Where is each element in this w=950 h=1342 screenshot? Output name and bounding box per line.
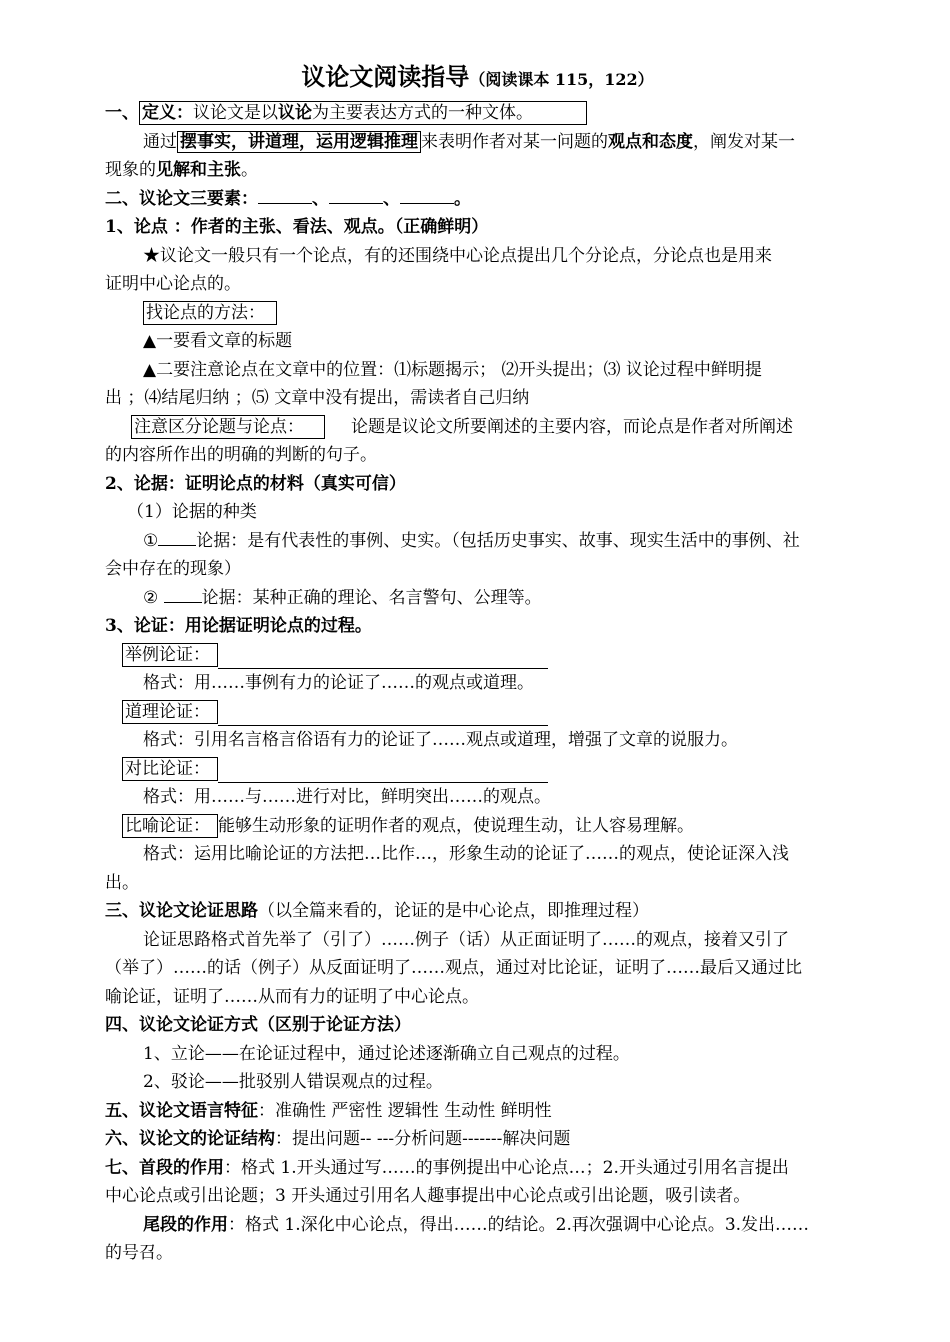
section-1-paragraph-line-1 — [105, 128, 850, 157]
fill-blank-4[interactable] — [158, 545, 196, 546]
section-text: ：格式 1.开头通过写……的事例提出中心论点…；2.开头通过引用名言提出 — [224, 1157, 789, 1178]
method-1-format: 格式：用……事例有力的论证了……的观点或道理。 — [143, 673, 534, 693]
method-4-text: 能够生动形象的证明作者的观点，使说理生动，让人容易理解。 — [218, 815, 694, 836]
note-text: 论题是议论文所要阐述的主要内容，而论点是作者对所阐述 — [351, 416, 793, 437]
heading-text: 七、首段的作用 — [105, 1157, 224, 1178]
heading-text: 尾段的作用 — [143, 1214, 228, 1235]
fill-blank-2[interactable] — [329, 202, 383, 204]
triangle-item-2-line-2: 出 ；⑷结尾归纳 ；⑸ 文章中没有提出，需读者自己归纳 — [105, 388, 530, 408]
section-7-end-line-2: 的号召。 — [105, 1243, 173, 1263]
triangle-item-2-line-1: ▲二要注意论点在文章中的位置：⑴标题揭示； ⑵开头提出；⑶ 议论过程中鲜明提 — [143, 359, 762, 380]
separator: 、 — [312, 188, 329, 209]
triangle-item-1: ▲一要看文章的标题 — [143, 331, 293, 351]
method-2-format: 格式：引用名言格言俗语有力的论证了……观点或道理，增强了文章的说服力。 — [143, 730, 738, 750]
method-1-label: 举例论证： — [122, 643, 218, 667]
note-label: 注意区分论题与论点： — [131, 415, 325, 439]
para-text: 通过 — [143, 131, 177, 152]
heading-text: 二、议论文三要素： — [105, 188, 258, 209]
method-3-label: 对比论证： — [122, 757, 218, 781]
section-6 — [105, 1125, 850, 1154]
method-3-row — [105, 755, 850, 784]
method-1-row — [105, 641, 850, 670]
item-marker: ① — [143, 530, 159, 551]
lunju-item-2 — [105, 584, 850, 613]
section-4-item-2: 2、驳论——批驳别人错误观点的过程。 — [143, 1072, 443, 1092]
heading-text: 五、议论文语言特征 — [105, 1100, 258, 1121]
method-label: 找论点的方法： — [143, 301, 277, 325]
methods-box: 摆事实，讲道理，运用逻辑推理 — [177, 131, 421, 153]
method-3-answer-line[interactable] — [218, 762, 548, 783]
title-subtitle: （阅读课本 115，122） — [469, 70, 654, 89]
definition-box — [139, 101, 587, 125]
section-5 — [105, 1097, 850, 1126]
item-marker: ② — [143, 587, 159, 608]
document-title — [105, 60, 850, 97]
method-1-answer-line[interactable] — [218, 648, 548, 669]
heading-text: 三、议论文论证思路 — [105, 901, 258, 921]
definition-text-bold: 议论 — [278, 103, 312, 123]
note-line-2: 的内容所作出的明确的判断的句子。 — [105, 445, 377, 465]
section-text: ：格式 1.深化中心论点，得出……的结论。2.再次强调中心论点。3.发出…… — [228, 1214, 810, 1235]
section-text: ：准确性 严密性 逻辑性 生动性 鲜明性 — [258, 1100, 552, 1121]
fill-blank-3[interactable] — [400, 202, 454, 204]
section-4-item-1: 1、立论——在论证过程中，通过论述逐渐确立自己观点的过程。 — [143, 1043, 630, 1064]
section-1-number: 一、 — [105, 103, 139, 123]
item-text: 论据：某种正确的理论、名言警句、公理等。 — [201, 587, 542, 608]
section-1-definition — [105, 99, 850, 128]
section-text: ：提出问题-- ---分析问题-------解决问题 — [275, 1129, 571, 1149]
lunju-kind: （1）论据的种类 — [127, 502, 257, 522]
lunju-item-1-line-2: 会中存在的现象） — [105, 559, 241, 579]
section-3-line-3: 喻论证，证明了……从而有力的证明了中心论点。 — [105, 986, 479, 1007]
section-1-paragraph-line-2 — [105, 156, 850, 185]
definition-text-c: 为主要表达方式的一种文体。 — [312, 103, 533, 123]
method-2-row — [105, 698, 850, 727]
item-text: 论据：是有代表性的事例、史实。（包括历史事实、故事、现实生活中的事例、社 — [196, 530, 800, 551]
star-note-line-2: 证明中心论点的。 — [105, 274, 241, 294]
method-4-row — [105, 812, 850, 841]
lundian-title: 1、论点 ：作者的主张、看法、观点。（正确鲜明） — [105, 217, 489, 237]
section-4-heading: 四、议论文论证方式（区别于论证方法） — [105, 1015, 411, 1035]
separator: 、 — [383, 188, 400, 209]
title-main: 议论文阅读指导 — [301, 62, 470, 91]
para-text: ，阐发对某一 — [693, 131, 795, 152]
fill-blank-5[interactable] — [164, 602, 202, 603]
method-label-row — [105, 299, 850, 328]
definition-label: 定义： — [142, 103, 193, 123]
lunju-title: 2、论据：证明论点的材料（真实可信） — [105, 473, 406, 494]
para-text: 现象的 — [105, 160, 156, 180]
method-3-format: 格式：用……与……进行对比，鲜明突出……的观点。 — [143, 787, 551, 807]
section-7-line-2: 中心论点或引出论题；3 开头通过引用名人趣事提出中心论点或引出论题，吸引读者。 — [105, 1186, 751, 1206]
para-text: 来表明作者对某一问题的 — [421, 131, 608, 152]
lunzheng-title: 3、论证：用论据证明论点的过程。 — [105, 616, 372, 636]
method-4-format-line-2: 出。 — [105, 872, 139, 893]
definition-text-a: 议论文是以 — [193, 103, 278, 123]
method-4-label: 比喻论证： — [122, 814, 218, 838]
section-3-heading — [105, 897, 850, 926]
section-2-heading — [105, 185, 850, 214]
document-page — [105, 60, 850, 1268]
section-7-line-1 — [105, 1154, 850, 1183]
method-2-label: 道理论证： — [122, 700, 218, 724]
heading-text: 六、议论文的论证结构 — [105, 1129, 275, 1149]
section-3-line-2: （举了）……的话（例子）从反面证明了……观点，通过对比论证，证明了……最后又通过比 — [105, 958, 802, 978]
star-note-line-1: ★议论文一般只有一个论点，有的还围绕中心论点提出几个分论点，分论点也是用来 — [143, 245, 772, 266]
section-7-end-line-1 — [105, 1211, 850, 1240]
note-row — [105, 413, 850, 442]
para-bold: 观点和态度 — [608, 131, 693, 152]
separator: 。 — [454, 188, 471, 209]
heading-note: （以全篇来看的，论证的是中心论点，即推理过程） — [258, 901, 649, 921]
fill-blank-1[interactable] — [258, 202, 312, 204]
section-3-line-1: 论证思路格式首先举了（引了）……例子（话）从正面证明了……的观点，接着又引了 — [143, 929, 789, 950]
method-2-answer-line[interactable] — [218, 705, 548, 726]
para-bold: 见解和主张 — [156, 160, 241, 180]
lunju-item-1 — [105, 527, 850, 556]
para-text: 。 — [241, 160, 258, 180]
method-4-format-line-1: 格式：运用比喻论证的方法把…比作…，形象生动的论证了……的观点，使论证深入浅 — [143, 844, 789, 864]
